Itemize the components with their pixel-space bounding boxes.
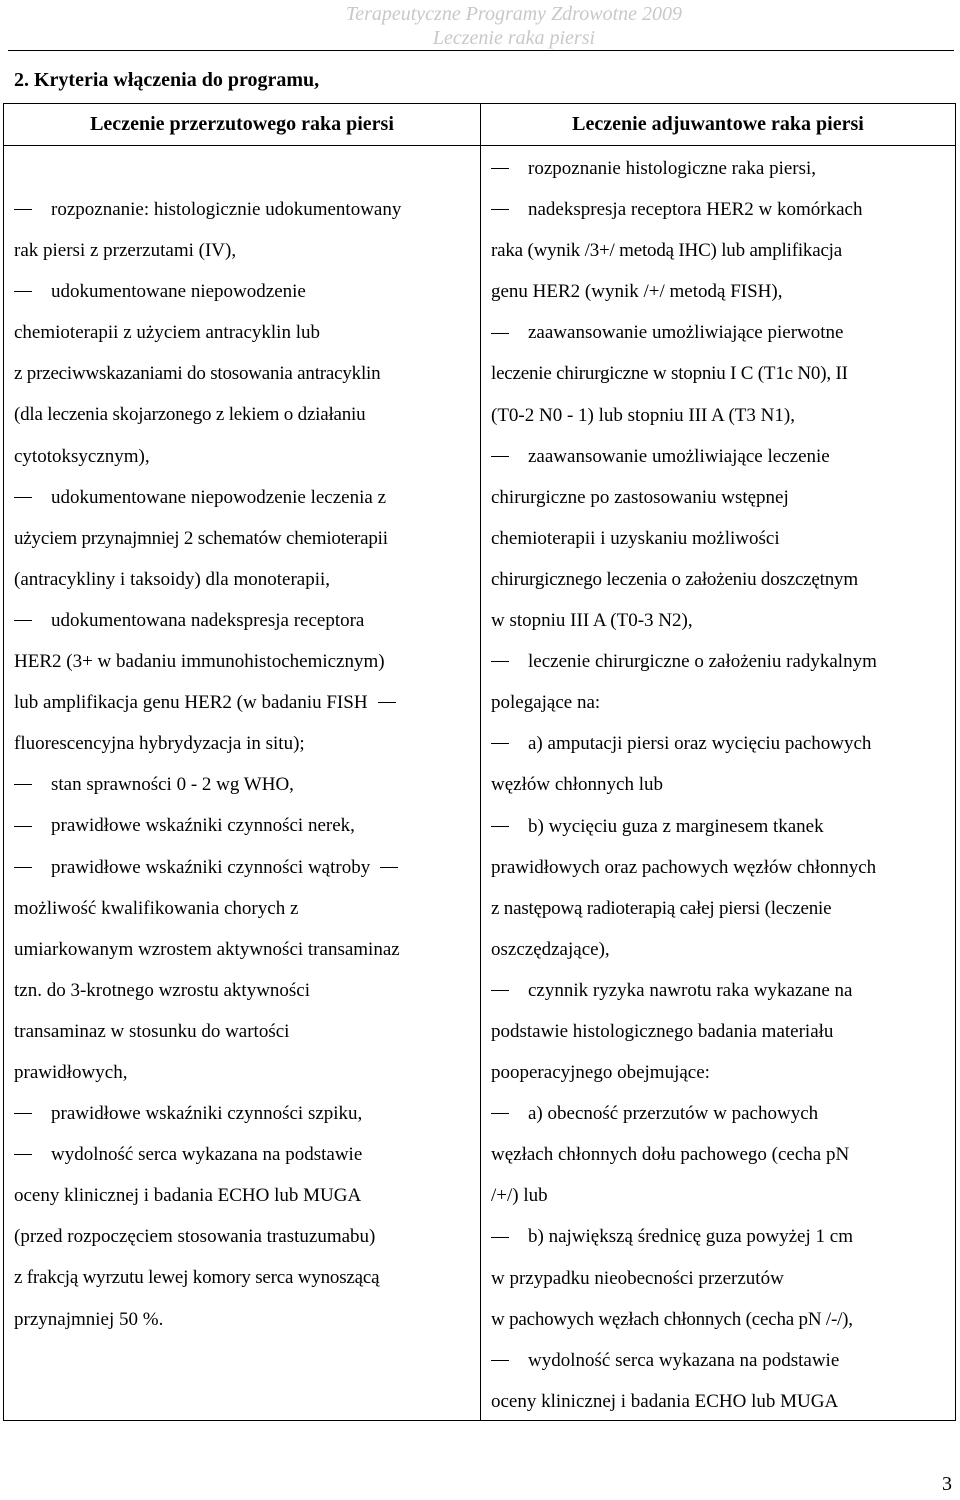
bullet-dash — [14, 1154, 32, 1155]
criteria-text: w pachowych węzłach chłonnych (cecha pN /-/), — [491, 1308, 853, 1330]
criteria-text: możliwość kwalifikowania chorych z — [14, 897, 299, 919]
criteria-line — [14, 189, 474, 230]
criteria-line — [491, 1299, 951, 1340]
criteria-table — [3, 103, 956, 1421]
bullet-dash — [14, 1113, 32, 1114]
bullet-dash — [491, 168, 509, 169]
bullet-dash — [14, 209, 32, 210]
criteria-text: a) amputacji piersi oraz wycięciu pachowych — [528, 733, 872, 755]
bullet-dash — [491, 333, 509, 334]
criteria-line — [14, 764, 474, 805]
bullet-dash — [14, 291, 32, 292]
criteria-line — [14, 723, 474, 764]
criteria-line — [491, 477, 951, 518]
criteria-text: a) obecność przerzutów w pachowych — [528, 1103, 819, 1125]
bullet-dash — [14, 620, 32, 621]
criteria-text: (antracykliny i taksoidy) dla monoterapii, — [14, 568, 331, 590]
criteria-text: zaawansowanie umożliwiające leczenie — [528, 445, 830, 467]
criteria-line — [14, 312, 474, 353]
criteria-line — [491, 1381, 951, 1422]
criteria-text: udokumentowana nadekspresja receptora — [51, 609, 365, 631]
criteria-text: fluorescencyjna hybrydyzacja in situ); — [14, 733, 305, 755]
criteria-line — [14, 436, 474, 477]
criteria-line — [14, 1299, 474, 1340]
criteria-line — [14, 888, 474, 929]
criteria-line — [491, 600, 951, 641]
criteria-text: oszczędzające), — [491, 938, 610, 960]
criteria-text: prawidłowych, — [14, 1061, 128, 1083]
criteria-line — [491, 189, 951, 230]
criteria-line — [491, 395, 951, 436]
criteria-text: stan sprawności 0 - 2 wg WHO, — [51, 774, 294, 796]
criteria-line — [14, 230, 474, 271]
criteria-line — [14, 559, 474, 600]
criteria-text: raka (wynik /3+/ metodą IHC) lub amplifikacja — [491, 240, 842, 262]
criteria-text: węzłów chłonnych lub — [491, 774, 664, 796]
bullet-dash — [14, 867, 32, 868]
criteria-line — [14, 641, 474, 682]
criteria-line — [491, 559, 951, 600]
criteria-text: w stopniu III A (T0-3 N2), — [491, 610, 693, 632]
criteria-line — [14, 1052, 474, 1093]
criteria-text: zaawansowanie umożliwiające pierwotne — [528, 322, 844, 344]
criteria-line — [14, 518, 474, 559]
criteria-text: oceny klinicznej i badania ECHO lub MUGA — [14, 1185, 362, 1207]
criteria-text: HER2 (3+ w badaniu immunohistochemicznym) — [14, 651, 385, 673]
column-divider — [480, 104, 481, 1420]
criteria-text: prawidłowe wskaźniki czynności nerek, — [51, 815, 355, 837]
criteria-line — [491, 929, 951, 970]
criteria-text: węzłach chłonnych dołu pachowego (cecha pN — [491, 1144, 850, 1166]
bullet-dash — [491, 456, 509, 457]
criteria-text: chirurgicznego leczenia o założeniu doszczętnym — [491, 568, 858, 590]
criteria-line — [491, 1052, 951, 1093]
criteria-line — [491, 1093, 951, 1134]
criteria-line — [491, 970, 951, 1011]
criteria-text: genu HER2 (wynik /+/ metodą FISH), — [491, 281, 783, 303]
criteria-text: (przed rozpoczęciem stosowania trastuzumabu) — [14, 1226, 376, 1248]
criteria-text: udokumentowane niepowodzenie leczenia z — [51, 486, 386, 508]
criteria-line — [491, 1258, 951, 1299]
bullet-dash — [14, 826, 32, 827]
criteria-line — [14, 929, 474, 970]
criteria-line — [491, 230, 951, 271]
criteria-line — [14, 1093, 474, 1134]
criteria-text: udokumentowane niepowodzenie — [51, 281, 306, 303]
criteria-text: rak piersi z przerzutami (IV), — [14, 240, 237, 262]
left-column-criteria — [14, 189, 474, 1340]
criteria-line — [491, 353, 951, 394]
criteria-line — [14, 1011, 474, 1052]
criteria-text: polegające na: — [491, 692, 601, 714]
criteria-text: użyciem przynajmniej 2 schematów chemioterapii — [14, 527, 388, 549]
criteria-text: leczenie chirurgiczne o założeniu radykalnym — [528, 651, 877, 673]
criteria-text: rozpoznanie: histologicznie udokumentowany — [51, 199, 402, 220]
left-column-heading: Leczenie przerzutowego raka piersi — [90, 113, 394, 135]
criteria-line — [491, 1134, 951, 1175]
criteria-line — [14, 600, 474, 641]
criteria-line — [14, 847, 474, 888]
header-rule — [8, 50, 954, 51]
criteria-line — [14, 353, 474, 394]
criteria-line — [491, 682, 951, 723]
criteria-text: czynnik ryzyka nawrotu raka wykazane na — [528, 979, 853, 1001]
criteria-text: prawidłowe wskaźniki czynności wątroby — [51, 856, 371, 878]
page-number: 3 — [942, 1473, 952, 1495]
bullet-dash — [14, 497, 32, 498]
criteria-line — [491, 723, 951, 764]
criteria-text: rozpoznanie histologiczne raka piersi, — [528, 158, 817, 179]
criteria-text: chemioterapii z użyciem antracyklin lub — [14, 322, 320, 344]
criteria-text: tzn. do 3-krotnego wzrostu aktywności — [14, 979, 311, 1001]
criteria-text: chirurgiczne po zastosowaniu wstępnej — [491, 486, 789, 508]
criteria-text: b) wycięciu guza z marginesem tkanek — [528, 815, 824, 837]
criteria-line — [14, 394, 474, 435]
criteria-line — [14, 1134, 474, 1175]
criteria-text: pooperacyjnego obejmujące: — [491, 1062, 710, 1084]
criteria-text: z frakcją wyrzutu lewej komory serca wynoszącą — [14, 1267, 380, 1289]
criteria-text: podstawie histologicznego badania materiału — [491, 1020, 834, 1042]
criteria-line — [14, 970, 474, 1011]
bullet-dash — [491, 1113, 509, 1114]
bullet-dash — [491, 661, 509, 662]
criteria-line — [14, 682, 474, 723]
criteria-line — [491, 764, 951, 805]
criteria-text: oceny klinicznej i badania ECHO lub MUGA — [491, 1390, 839, 1412]
criteria-line — [491, 271, 951, 312]
criteria-line — [491, 436, 951, 477]
bullet-dash — [14, 784, 32, 785]
criteria-line — [14, 805, 474, 846]
bullet-dash — [378, 702, 396, 703]
criteria-text: cytotoksycznym), — [14, 445, 150, 467]
bullet-dash — [491, 1237, 509, 1238]
criteria-text: /+/) lub — [491, 1185, 548, 1207]
criteria-line — [14, 1175, 474, 1216]
criteria-text: nadekspresja receptora HER2 w komórkach — [528, 199, 863, 221]
criteria-text: chemioterapii i uzyskaniu możliwości — [491, 527, 780, 549]
criteria-line — [14, 271, 474, 312]
criteria-line — [491, 1175, 951, 1216]
criteria-text: umiarkowanym wzrostem aktywności transaminaz — [14, 938, 400, 960]
section-title: 2. Kryteria włączenia do programu, — [14, 69, 320, 91]
criteria-line — [491, 312, 951, 353]
criteria-text: leczenie chirurgiczne w stopniu I C (T1c N0), II — [491, 363, 848, 385]
criteria-line — [14, 1257, 474, 1298]
criteria-text: (dla leczenia skojarzonego z lekiem o działaniu — [14, 404, 366, 426]
criteria-text: transaminaz w stosunku do wartości — [14, 1020, 290, 1042]
bullet-dash — [491, 743, 509, 744]
criteria-line — [491, 641, 951, 682]
criteria-line — [491, 518, 951, 559]
bullet-dash — [491, 209, 509, 210]
criteria-text: b) największą średnicę guza powyżej 1 cm — [528, 1226, 853, 1248]
header-row-rule — [4, 145, 955, 146]
criteria-line — [491, 847, 951, 888]
criteria-text: prawidłowe wskaźniki czynności szpiku, — [51, 1103, 363, 1125]
criteria-line — [14, 477, 474, 518]
bullet-dash — [491, 826, 509, 827]
criteria-text: wydolność serca wykazana na podstawie — [51, 1144, 363, 1166]
criteria-line — [491, 1340, 951, 1381]
criteria-line — [14, 1216, 474, 1257]
criteria-text: (T0-2 N0 - 1) lub stopniu III A (T3 N1), — [491, 404, 795, 426]
bullet-dash — [491, 990, 509, 991]
running-header — [346, 2, 682, 50]
criteria-line — [491, 1011, 951, 1052]
right-column-criteria — [491, 148, 951, 1422]
right-column-heading: Leczenie adjuwantowe raka piersi — [572, 113, 864, 135]
criteria-text: z przeciwwskazaniami do stosowania antracyklin — [14, 363, 381, 385]
header-line-2: Leczenie raka piersi — [432, 27, 596, 49]
criteria-line — [491, 148, 951, 189]
criteria-text: prawidłowych oraz pachowych węzłów chłonnych — [491, 856, 877, 878]
bullet-dash — [491, 1360, 509, 1361]
criteria-text: lub amplifikacja genu HER2 (w badaniu FISH — [14, 692, 368, 714]
criteria-text: w przypadku nieobecności przerzutów — [491, 1267, 784, 1289]
criteria-text: wydolność serca wykazana na podstawie — [528, 1349, 840, 1371]
criteria-text: z następową radioterapią całej piersi (leczenie — [491, 897, 832, 919]
criteria-line — [491, 806, 951, 847]
criteria-line — [491, 888, 951, 929]
bullet-dash — [380, 867, 398, 868]
criteria-line — [491, 1216, 951, 1257]
header-line-1: Terapeutyczne Programy Zdrowotne 2009 — [345, 3, 682, 25]
criteria-text: przynajmniej 50 %. — [14, 1308, 164, 1330]
